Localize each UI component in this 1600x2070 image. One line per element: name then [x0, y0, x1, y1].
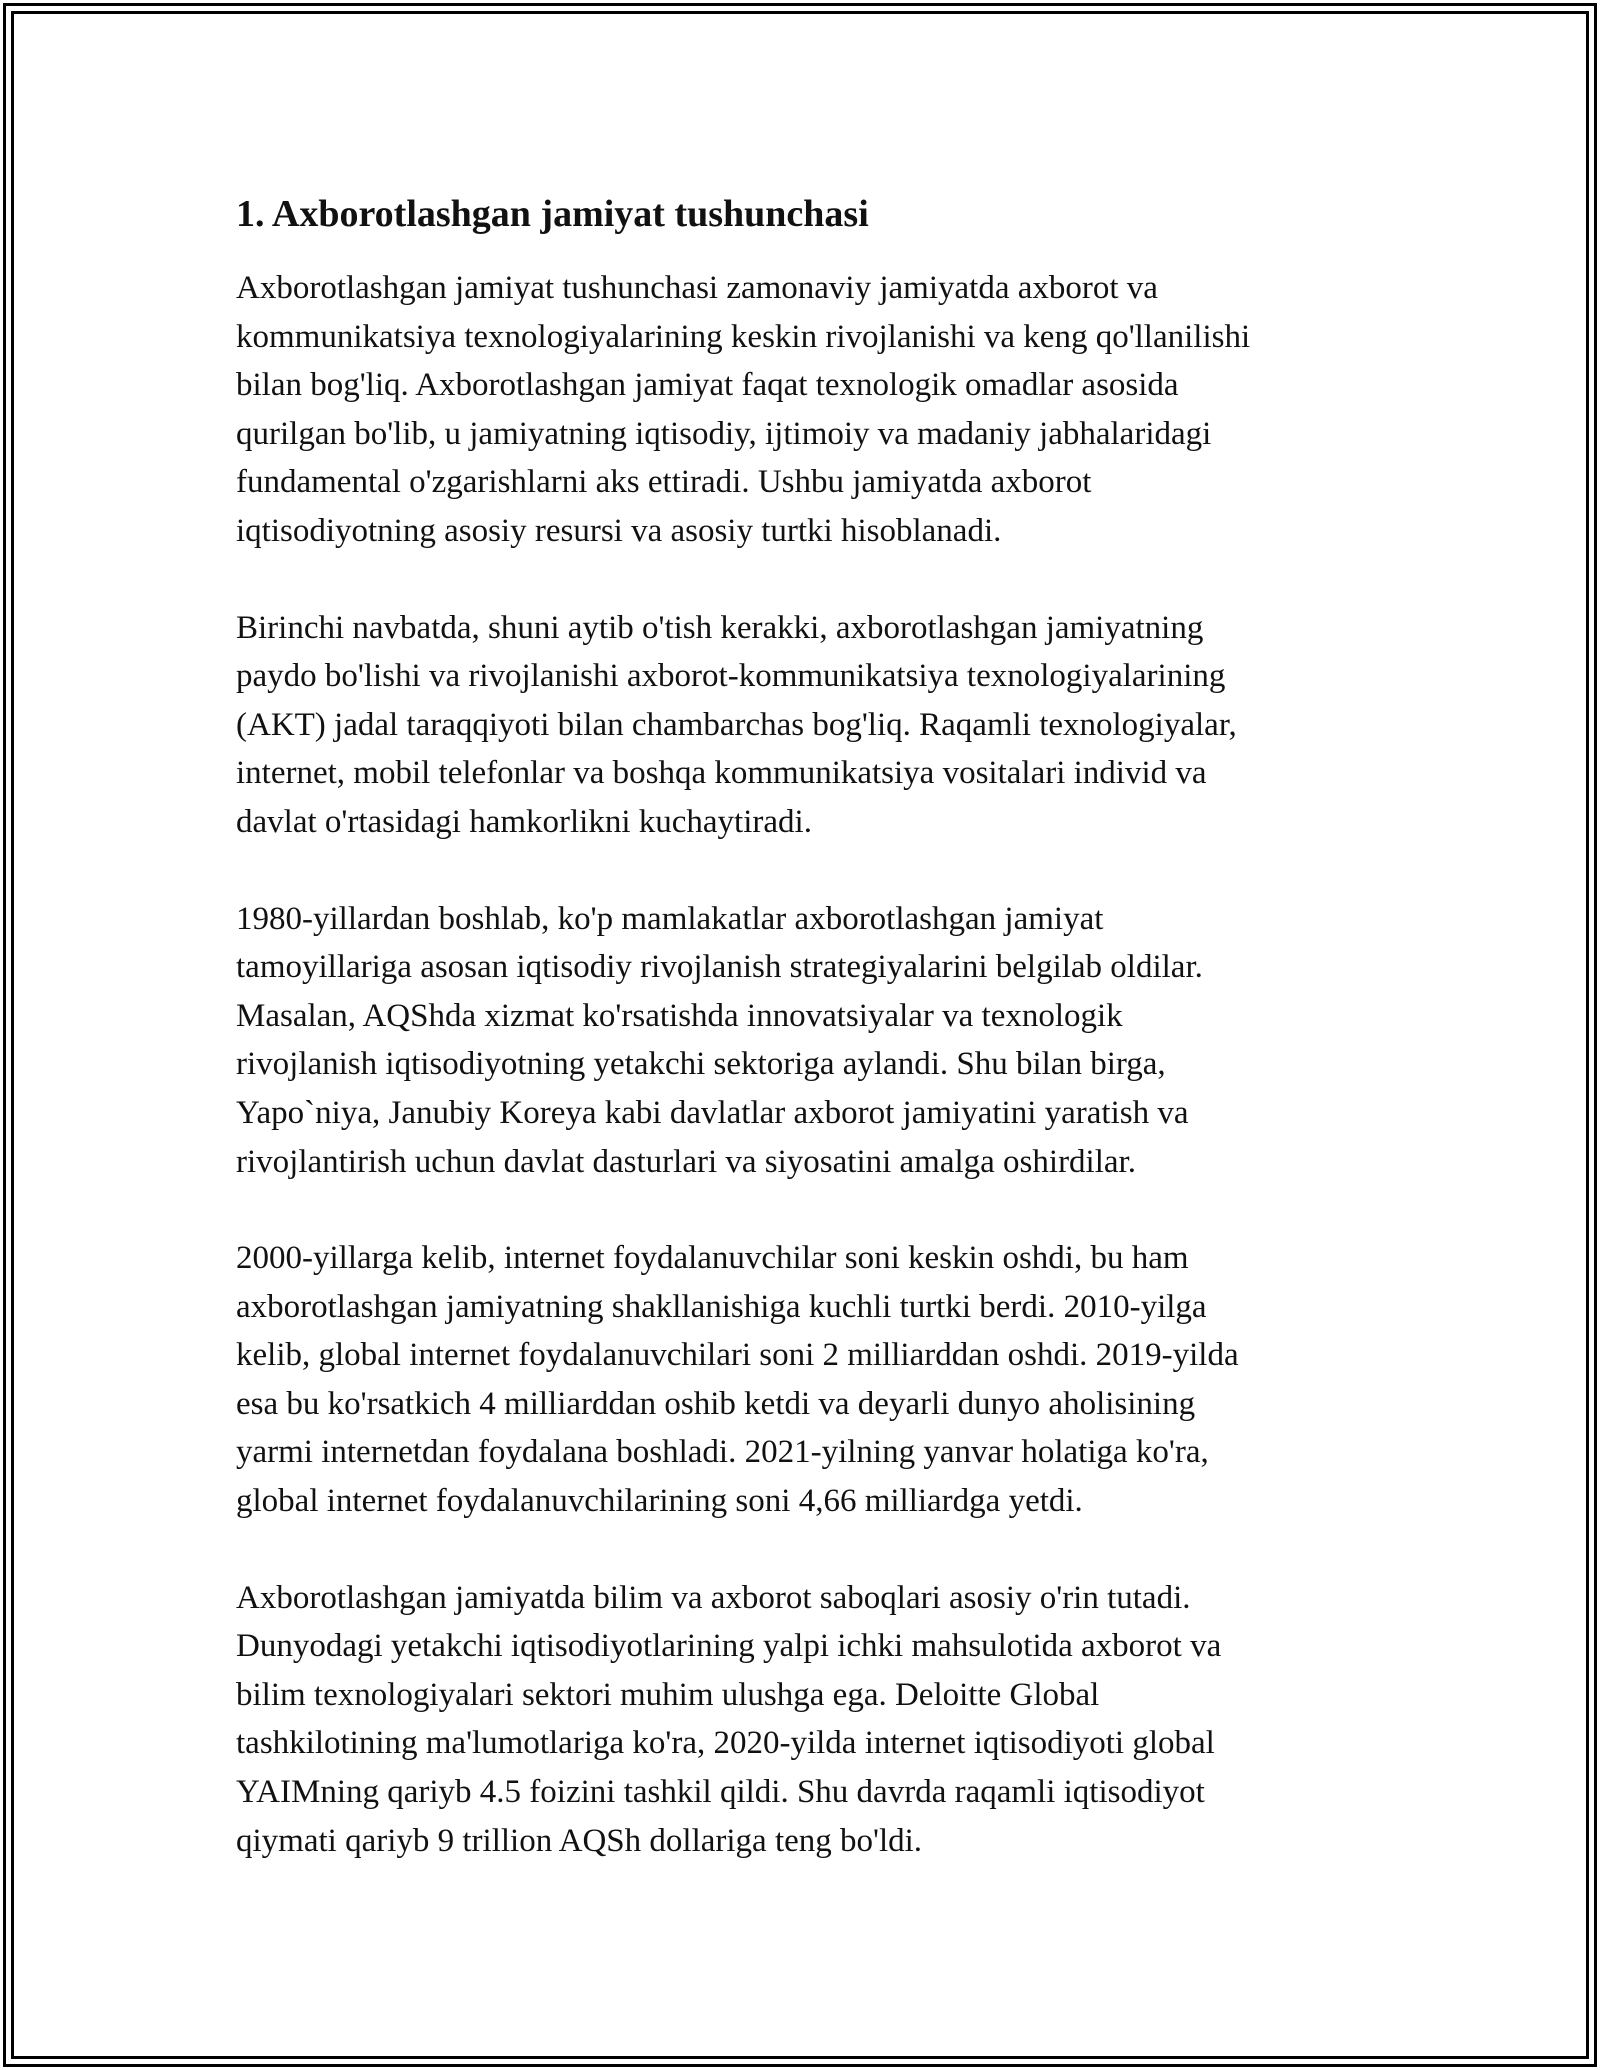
paragraph-ict-development: Birinchi navbatda, shuni aytib o'tish kerakki, axborotlashgan jamiyatning paydo bo'lishi va rivojlanishi axborot-kommunikatsiya texnologiyalarining (AKT) jadal taraqqiyoti bilan chambarchas bog'liq. Raqamli texnologiyalar, internet, mobil telefonlar va boshqa kommunikatsiya vositalari individ va davlat o'rtasidagi hamkorlikni kuchaytiradi.	[236, 609, 1237, 840]
document-body	[236, 186, 1376, 1913]
paragraph-2000s-internet-growth: 2000-yillarga kelib, internet foydalanuvchilar soni keskin oshdi, bu ham axborotlashgan jamiyatning shakllanishiga kuchli turtki berdi. 2010-yilga kelib, global internet foydalanuvchilari soni 2 milliarddan oshdi. 2019-yilda esa bu ko'rsatkich 4 milliarddan oshib ketdi va deyarli dunyo aholisining yarmi internetdan foydalana boshladi. 2021-yilning yanvar holatiga ko'ra, global internet foydalanuvchilarining soni 4,66 milliardga yetdi.	[236, 1240, 1239, 1520]
section-heading: 1. Axborotlashgan jamiyat tushunchasi	[236, 193, 869, 235]
paragraph-knowledge-economy: Axborotlashgan jamiyatda bilim va axborot saboqlari asosiy o'rin tutadi. Dunyodagi yetakchi iqtisodiyotlarining yalpi ichki mahsulotida axborot va bilim texnologiyalari sektori muhim ulushga ega. Deloitte Global tashkilotining ma'lumotlariga ko'ra, 2020-yilda internet iqtisodiyoti global YAIMning qariyb 4.5 foizini tashkil qildi. Shu davrda raqamli iqtisodiyot qiymati qariyb 9 trillion AQSh dollariga teng bo'ldi.	[236, 1579, 1222, 1859]
paragraph-intro: Axborotlashgan jamiyat tushunchasi zamonaviy jamiyatda axborot va kommunikatsiya texnologiyalarining keskin rivojlanishi va keng qo'llanilishi bilan bog'liq. Axborotlashgan jamiyat faqat texnologik omadlar asosida qurilgan bo'lib, u jamiyatning iqtisodiy, ijtimoiy va madaniy jabhalaridagi fundamental o'zgarishlarni aks ettiradi. Ushbu jamiyatda axborot iqtisodiyotning asosiy resursi va asosiy turtki hisoblanadi.	[236, 270, 1251, 549]
paragraph-1980s-strategies: 1980-yillardan boshlab, ko'p mamlakatlar axborotlashgan jamiyat tamoyillariga asosan iqtisodiy rivojlanish strategiyalarini belgilab oldilar. Masalan, AQShda xizmat ko'rsatishda innovatsiyalar va texnologik rivojlanish iqtisodiyotning yetakchi sektoriga aylandi. Shu bilan birga, Yapo`niya, Janubiy Koreya kabi davlatlar axborot jamiyatini yaratish va rivojlantirish uchun davlat dasturlari va siyosatini amalga oshirdilar.	[236, 900, 1203, 1180]
